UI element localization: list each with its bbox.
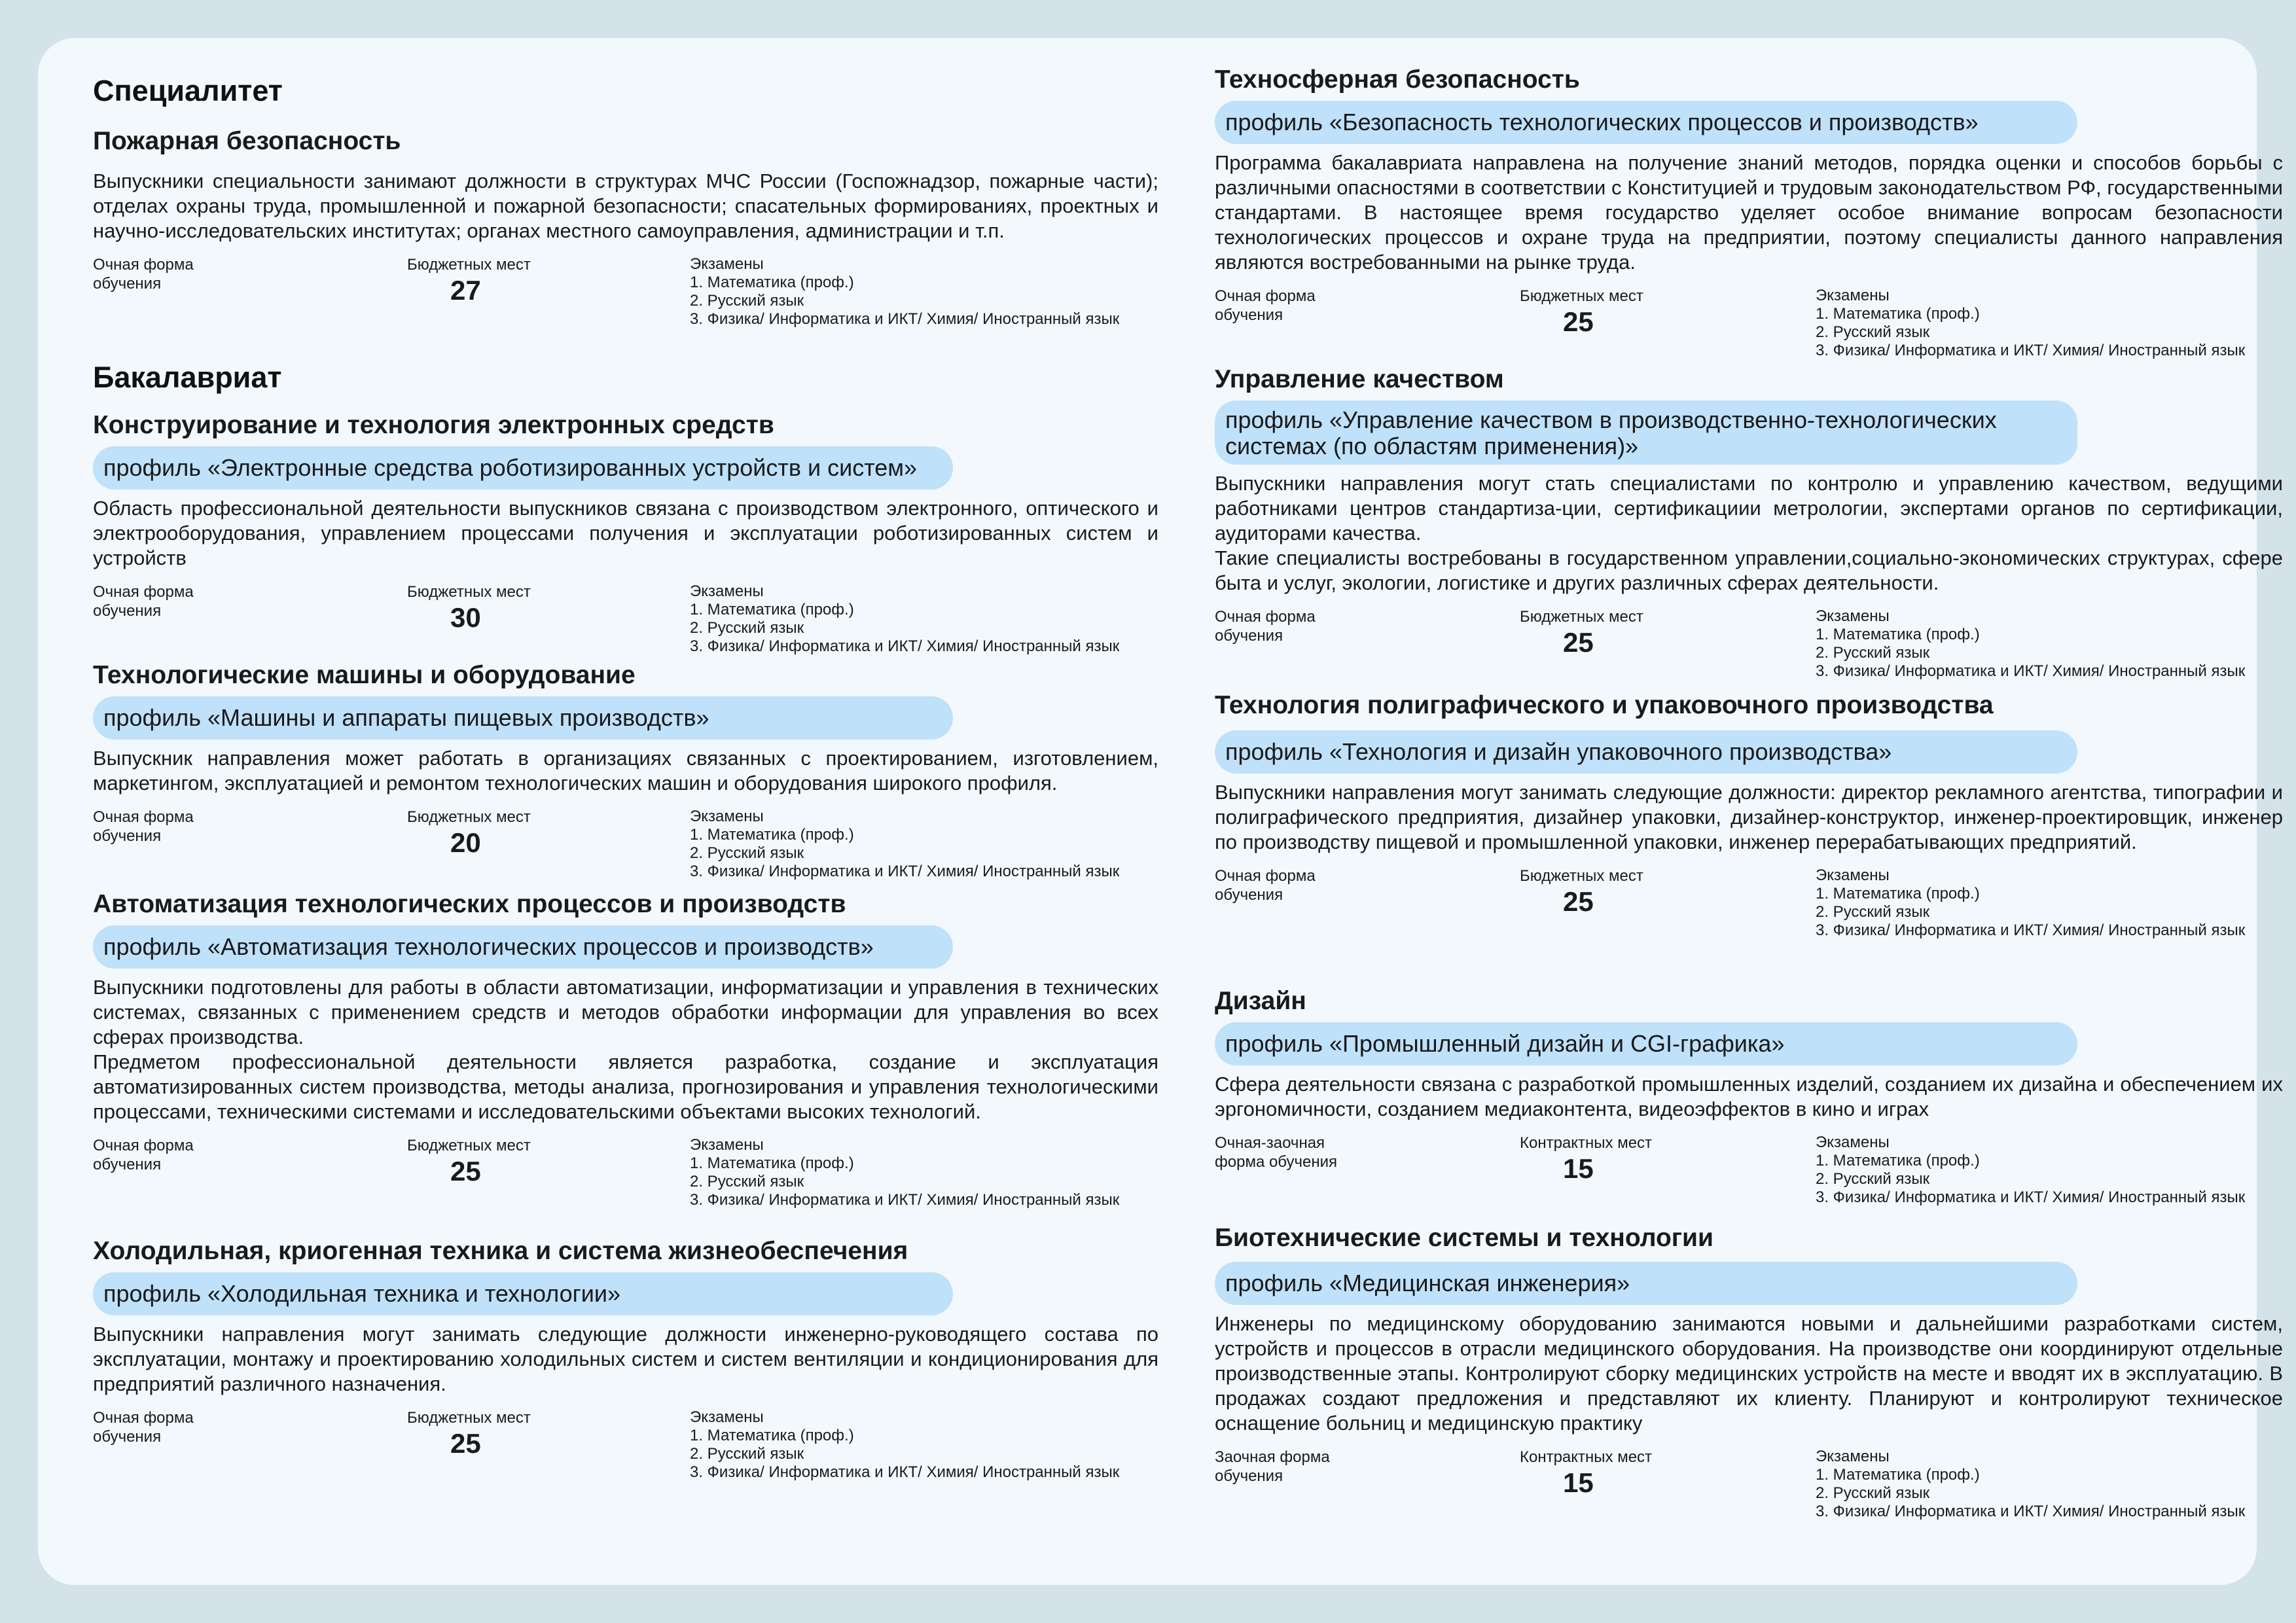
exam-item: 3. Физика/ Информатика и ИКТ/ Химия/ Иностранный язык	[690, 1191, 1120, 1209]
description-paragraph: Область профессиональной деятельности выпускников связана с производством электронного, оптического и электрооборудования, управлением процессами получения и эксплуатации роботизированных систем и устройств	[93, 497, 1158, 569]
exam-item: 3. Физика/ Информатика и ИКТ/ Химия/ Иностранный язык	[1816, 1503, 2246, 1520]
description-paragraph: Сфера деятельности связана с разработкой промышленных изделий, созданием их дизайна и обеспечением их эргономичности, созданием медиаконтента, видеоэффектов в кино и играх	[1215, 1073, 2283, 1120]
exams-info	[690, 1408, 1119, 1482]
seats-count: 25	[450, 1156, 481, 1186]
description-paragraph: Выпускники подготовлены для работы в области автоматизации, информатизации и управления в технических системах, связанных с применением средств и методов обработки информации для управления во всех сферах производства.	[93, 976, 1158, 1048]
study-form: Очная форма обучения	[93, 256, 194, 293]
exam-item: 1. Математика (проф.)	[1816, 1152, 1980, 1169]
exam-item: 1. Математика (проф.)	[1816, 1466, 1980, 1484]
exams-info	[1816, 607, 2245, 681]
exams-label: Экзамены	[690, 582, 764, 600]
seats-count: 25	[1563, 627, 1594, 658]
exams-info	[690, 255, 1119, 329]
section-meta	[1215, 607, 2283, 681]
seats-label: Бюджетных мест	[407, 808, 531, 826]
exam-item: 2. Русский язык	[1816, 323, 1930, 341]
exam-item: 1. Математика (проф.)	[690, 601, 854, 618]
section-meta	[1215, 866, 2283, 940]
study-form: Очная форма обучения	[93, 583, 194, 620]
description-paragraph: Выпускники направления могут стать специалистами по контролю и управлению качеством, ведущими работниками центров стандартиза-ции, сертификациии метрологии, экспертами органов по сертификации, аудиторами качества.	[1215, 472, 2283, 544]
exams-label: Экзамены	[690, 808, 764, 825]
seats-label: Бюджетных мест	[1520, 287, 1643, 305]
section-description	[93, 975, 1158, 1124]
seats-count: 15	[1563, 1467, 1594, 1498]
profile-badge: профиль «Медицинская инженерия»	[1215, 1262, 2077, 1305]
exam-item: 2. Русский язык	[690, 619, 804, 637]
seats-info	[1520, 1448, 1652, 1499]
exams-info	[690, 582, 1119, 656]
exams-label: Экзамены	[1816, 287, 1890, 304]
section-meta	[93, 1408, 1158, 1482]
section-description	[93, 1322, 1158, 1397]
section-description	[1215, 1072, 2283, 1122]
seats-info	[407, 255, 531, 307]
exams-info	[1816, 866, 2245, 940]
study-form: Очная форма обучения	[1215, 608, 1316, 645]
seats-info	[1520, 607, 1643, 659]
section-meta	[93, 1136, 1158, 1209]
exams-label: Экзамены	[690, 1408, 764, 1426]
exams-label: Экзамены	[1816, 607, 1890, 625]
exam-item: 3. Физика/ Информатика и ИКТ/ Химия/ Иностранный язык	[690, 1463, 1120, 1481]
program-section	[1215, 64, 2283, 360]
study-form: Заочная форма обучения	[1215, 1448, 1330, 1485]
study-form: Очная форма обучения	[93, 1137, 194, 1173]
section-description	[93, 496, 1158, 571]
seats-info	[407, 808, 531, 859]
study-form: Очная форма обучения	[93, 1409, 194, 1446]
exam-item: 1. Математика (проф.)	[690, 274, 854, 291]
exams-label: Экзамены	[690, 255, 764, 273]
section-meta	[93, 582, 1158, 656]
description-paragraph: Предметом профессиональной деятельности является разработка, создание и эксплуатация автоматизированных систем производства, методы анализа, прогнозирования и управления технологическими процессами, техническими системами и исследовательскими объектами высоких технологий.	[93, 1050, 1158, 1123]
profile-badge: профиль «Электронные средства роботизированных устройств и систем»	[93, 446, 953, 490]
seats-count: 30	[450, 602, 481, 633]
section-title: Технология полиграфического и упаковочного производства	[1215, 691, 1994, 719]
section-title: Дизайн	[1215, 987, 1306, 1015]
section-title: Автоматизация технологических процессов и производств	[93, 890, 846, 918]
brochure-page	[38, 38, 2283, 1585]
exams-info	[690, 1136, 1119, 1209]
exam-item: 2. Русский язык	[690, 844, 804, 862]
seats-label: Бюджетных мест	[407, 1409, 531, 1427]
exam-item: 3. Физика/ Информатика и ИКТ/ Химия/ Иностранный язык	[690, 637, 1120, 655]
section-title: Пожарная безопасность	[93, 127, 401, 155]
exams-label: Экзамены	[690, 1136, 764, 1154]
section-title: Конструирование и технология электронных средств	[93, 411, 774, 439]
section-title: Техносферная безопасность	[1215, 65, 1580, 94]
study-form: Очная-заочная форма обучения	[1215, 1134, 1338, 1171]
seats-label: Бюджетных мест	[407, 1137, 531, 1154]
description-paragraph: Выпускники специальности занимают должности в структурах МЧС России (Госпожнадзор, пожарные части); отделах охраны труда, промышленной и пожарной безопасности; спасательных формированиях, проектных и научно-исследовательских институтах; органах местного самоуправления, администрации и т.п.	[93, 169, 1158, 242]
description-paragraph: Инженеры по медицинскому оборудованию занимаются новыми и дальнейшими разработками систем, устройств и процессов в отрасли медицинского оборудования. На производстве они координируют отдельные производственные этапы. Контролируют сборку медицинских устройств на месте и вводят их в эксплуатацию. В продажах создают предложения и представляют их клиенту. Планируют и контролируют техническое оснащение больниц и медицинскую практику	[1215, 1312, 2283, 1435]
exams-label: Экзамены	[1816, 866, 1890, 884]
description-paragraph: Такие специалисты востребованы в государственном управлении,социально-экономических структурах, сфере быта и услуг, экологии, логистике и других различных сферах деятельности.	[1215, 546, 2283, 594]
description-paragraph: Выпускники направления могут занимать следующие должности: директор рекламного агентства, типографии и полиграфического предприятия, дизайнер упаковки, дизайнер-конструктор, инженер-проектировщик, инженер по производству пищевой и промышленной упаковки, инженер перерабатывающих предприятий.	[1215, 781, 2283, 853]
profile-badge: профиль «Холодильная техника и технологии»	[93, 1272, 953, 1315]
seats-count: 25	[450, 1428, 481, 1459]
exam-item: 3. Физика/ Информатика и ИКТ/ Химия/ Иностранный язык	[1816, 921, 2246, 939]
seats-count: 27	[450, 275, 481, 306]
section-description	[1215, 780, 2283, 855]
exams-label: Экзамены	[1816, 1448, 1890, 1465]
program-section	[93, 660, 1158, 881]
seats-label: Бюджетных мест	[407, 256, 531, 274]
section-meta	[93, 808, 1158, 881]
description-paragraph: Выпускники направления могут занимать следующие должности инженерно-руководящего состава по эксплуатации, монтажу и проектированию холодильных систем и систем вентиляции и кондиционирования для предприятий различного назначения.	[93, 1323, 1158, 1395]
seats-label: Бюджетных мест	[1520, 867, 1643, 885]
section-title: Холодильная, криогенная техника и система жизнеобеспечения	[93, 1237, 908, 1265]
seats-label: Бюджетных мест	[1520, 608, 1643, 626]
seats-count: 20	[450, 827, 481, 858]
section-description	[1215, 151, 2283, 275]
exam-item: 3. Физика/ Информатика и ИКТ/ Химия/ Иностранный язык	[1816, 1188, 2246, 1206]
section-description	[1215, 1311, 2283, 1436]
study-form: Очная форма обучения	[93, 808, 194, 845]
seats-label: Контрактных мест	[1520, 1134, 1653, 1152]
study-form: Очная форма обучения	[1215, 867, 1316, 904]
seats-label: Контрактных мест	[1520, 1448, 1653, 1466]
section-title: Технологические машины и оборудование	[93, 661, 636, 689]
exams-info	[690, 808, 1119, 881]
exam-item: 3. Физика/ Информатика и ИКТ/ Химия/ Иностранный язык	[690, 863, 1120, 880]
seats-count: 15	[1563, 1153, 1594, 1184]
section-description	[93, 746, 1158, 796]
profile-badge: профиль «Технология и дизайн упаковочного производства»	[1215, 730, 2077, 774]
section-meta	[1215, 1133, 2283, 1207]
exam-item: 2. Русский язык	[1816, 1170, 1930, 1188]
exam-item: 2. Русский язык	[690, 1173, 804, 1190]
program-section	[1215, 986, 2283, 1207]
exams-info	[1816, 1133, 2245, 1207]
exam-item: 2. Русский язык	[1816, 1484, 1930, 1502]
description-paragraph: Выпускник направления может работать в организациях связанных с проектированием, изготовлением, маркетингом, эксплуатацией и ремонтом технологических машин и оборудования широкого профиля.	[93, 747, 1158, 794]
specialitet-block	[93, 73, 1158, 329]
seats-count: 25	[1563, 886, 1594, 917]
seats-count: 25	[1563, 306, 1594, 337]
exam-item: 3. Физика/ Информатика и ИКТ/ Химия/ Иностранный язык	[1816, 342, 2246, 359]
exam-item: 3. Физика/ Информатика и ИКТ/ Химия/ Иностранный язык	[690, 310, 1120, 328]
section-meta	[1215, 287, 2283, 360]
program-section	[1215, 1222, 2283, 1521]
program-section	[93, 1236, 1158, 1482]
seats-label: Бюджетных мест	[407, 583, 531, 601]
exam-item: 1. Математика (проф.)	[1816, 305, 1980, 323]
seats-info	[407, 1408, 531, 1460]
seats-info	[1520, 1133, 1652, 1185]
seats-info	[1520, 287, 1643, 338]
seats-info	[1520, 866, 1643, 918]
program-section	[1215, 690, 2283, 940]
section-meta	[93, 255, 1158, 329]
exam-item: 1. Математика (проф.)	[1816, 626, 1980, 643]
exam-item: 3. Физика/ Информатика и ИКТ/ Химия/ Иностранный язык	[1816, 662, 2246, 680]
description-paragraph: Программа бакалавриата направлена на получение знаний методов, порядка оценки и способов борьбы с различными опасностями в соответствии с Конституцией и трудовым законодательством РФ, государственными стандартами. В настоящее время государство уделяет особое внимание вопросам безопасности технологических процессов и охране труда на предприятии, поэтому специалисты данного направления являются востребованными на рынке труда.	[1215, 151, 2283, 274]
profile-badge: профиль «Безопасность технологических процессов и производств»	[1215, 101, 2077, 144]
exam-item: 1. Математика (проф.)	[690, 826, 854, 844]
section-title: Управление качеством	[1215, 365, 1504, 393]
profile-badge: профиль «Автоматизация технологических процессов и производств»	[93, 925, 953, 969]
exam-item: 2. Русский язык	[690, 1445, 804, 1463]
section-title: Биотехнические системы и технологии	[1215, 1224, 1713, 1252]
exam-item: 1. Математика (проф.)	[1816, 885, 1980, 902]
profile-badge: профиль «Управление качеством в производственно-технологических системах (по областям применения)»	[1215, 401, 2077, 465]
bachelor-block	[93, 360, 1158, 656]
profile-badge: профиль «Промышленный дизайн и CGI-графика»	[1215, 1022, 2077, 1065]
exams-info	[1816, 287, 2245, 360]
profile-badge: профиль «Машины и аппараты пищевых производств»	[93, 696, 953, 740]
exam-item: 2. Русский язык	[690, 292, 804, 310]
bachelor-heading: Бакалавриат	[93, 361, 282, 394]
section-description	[1215, 471, 2283, 596]
exam-item: 1. Математика (проф.)	[690, 1154, 854, 1172]
exams-label: Экзамены	[1816, 1133, 1890, 1151]
seats-info	[407, 1136, 531, 1188]
study-form: Очная форма обучения	[1215, 287, 1316, 324]
section-description	[93, 169, 1158, 243]
program-section	[1215, 364, 2283, 681]
seats-info	[407, 582, 531, 634]
exams-info	[1816, 1448, 2245, 1521]
program-section	[93, 889, 1158, 1209]
exam-item: 2. Русский язык	[1816, 644, 1930, 662]
specialitet-heading: Специалитет	[93, 74, 283, 107]
exam-item: 1. Математика (проф.)	[690, 1427, 854, 1444]
section-meta	[1215, 1448, 2283, 1521]
exam-item: 2. Русский язык	[1816, 903, 1930, 921]
